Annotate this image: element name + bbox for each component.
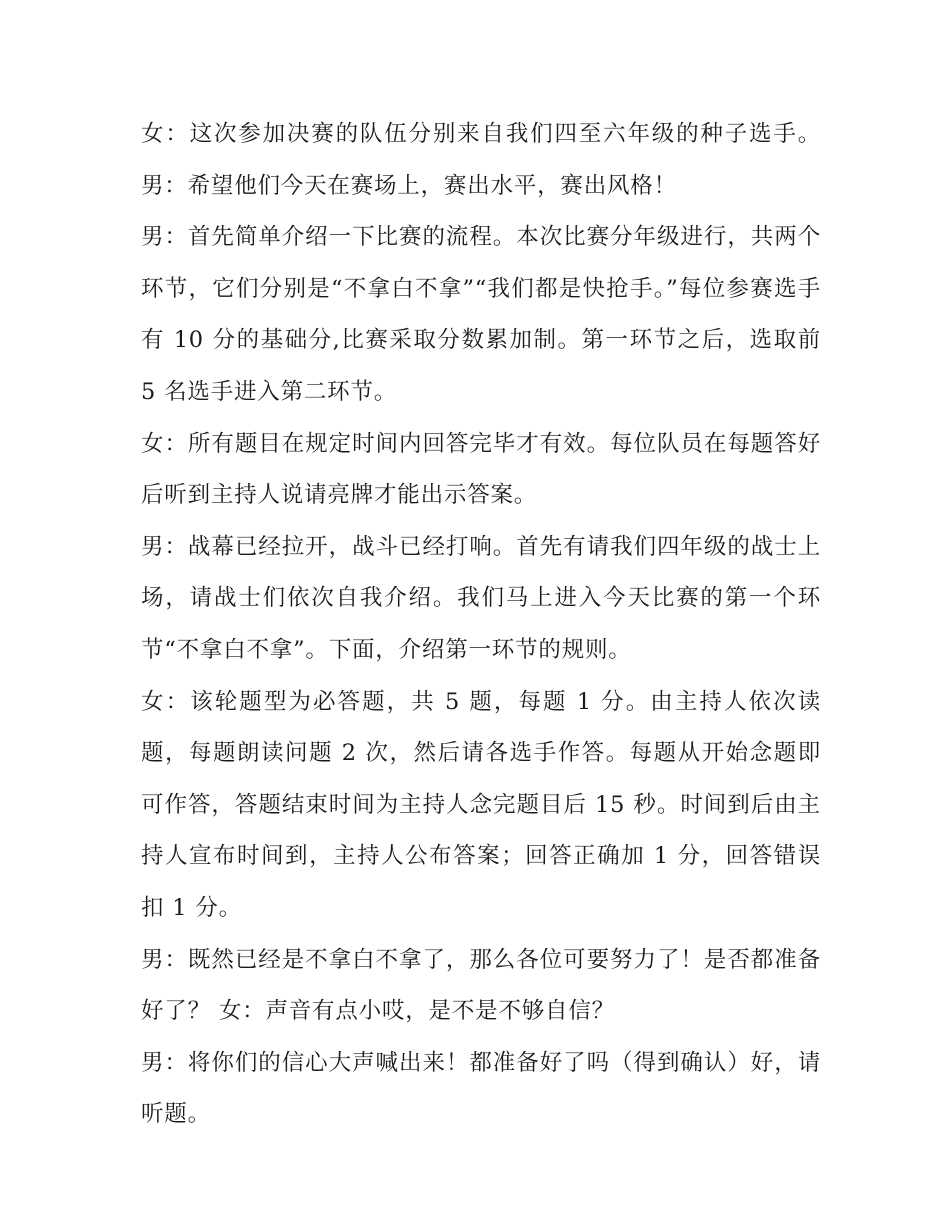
paragraph-competition-process: 男：首先简单介绍一下比赛的流程。本次比赛分年级进行，共两个环节，它们分别是“不拿白不拿”“我们都是快抢手。”每位参赛选手有 10 分的基础分,比赛采取分数累加制。第一环节之后，选取前 5 名选手进入第二环节。	[141, 224, 821, 405]
paragraph-listen-question: 男：将你们的信心大声喊出来！都准备好了吗（得到确认）好，请听题。	[141, 1049, 821, 1128]
paragraph-ready-check: 男：既然已经是不拿白不拿了，那么各位可要努力了！是否都准备好了？ 女：声音有点小哎，是不是不够自信？	[141, 946, 821, 1025]
document-body	[141, 109, 821, 1141]
paragraph-intro-teams: 女：这次参加决赛的队伍分别来自我们四至六年级的种子选手。 男：希望他们今天在赛场上，赛出水平，赛出风格！	[141, 121, 821, 199]
paragraph-round-one-rules: 女：该轮题型为必答题，共 5 题，每题 1 分。由主持人依次读题，每题朗读问题 2 次，然后请各选手作答。每题从开始念题即可作答，答题结束时间为主持人念完题目后 15 秒。时间到后由主持人宣布时间到，主持人公布答案；回答正确加 1 分，回答错误扣 1 分。	[141, 688, 821, 921]
paragraph-answer-rules: 女：所有题目在规定时间内回答完毕才有效。每位队员在每题答好后听到主持人说请亮牌才能出示答案。	[141, 430, 821, 509]
paragraph-grade-four-start: 男：战幕已经拉开，战斗已经打响。首先有请我们四年级的战士上场，请战士们依次自我介绍。我们马上进入今天比赛的第一个环节“不拿白不拿”。下面，介绍第一环节的规则。	[141, 533, 821, 663]
